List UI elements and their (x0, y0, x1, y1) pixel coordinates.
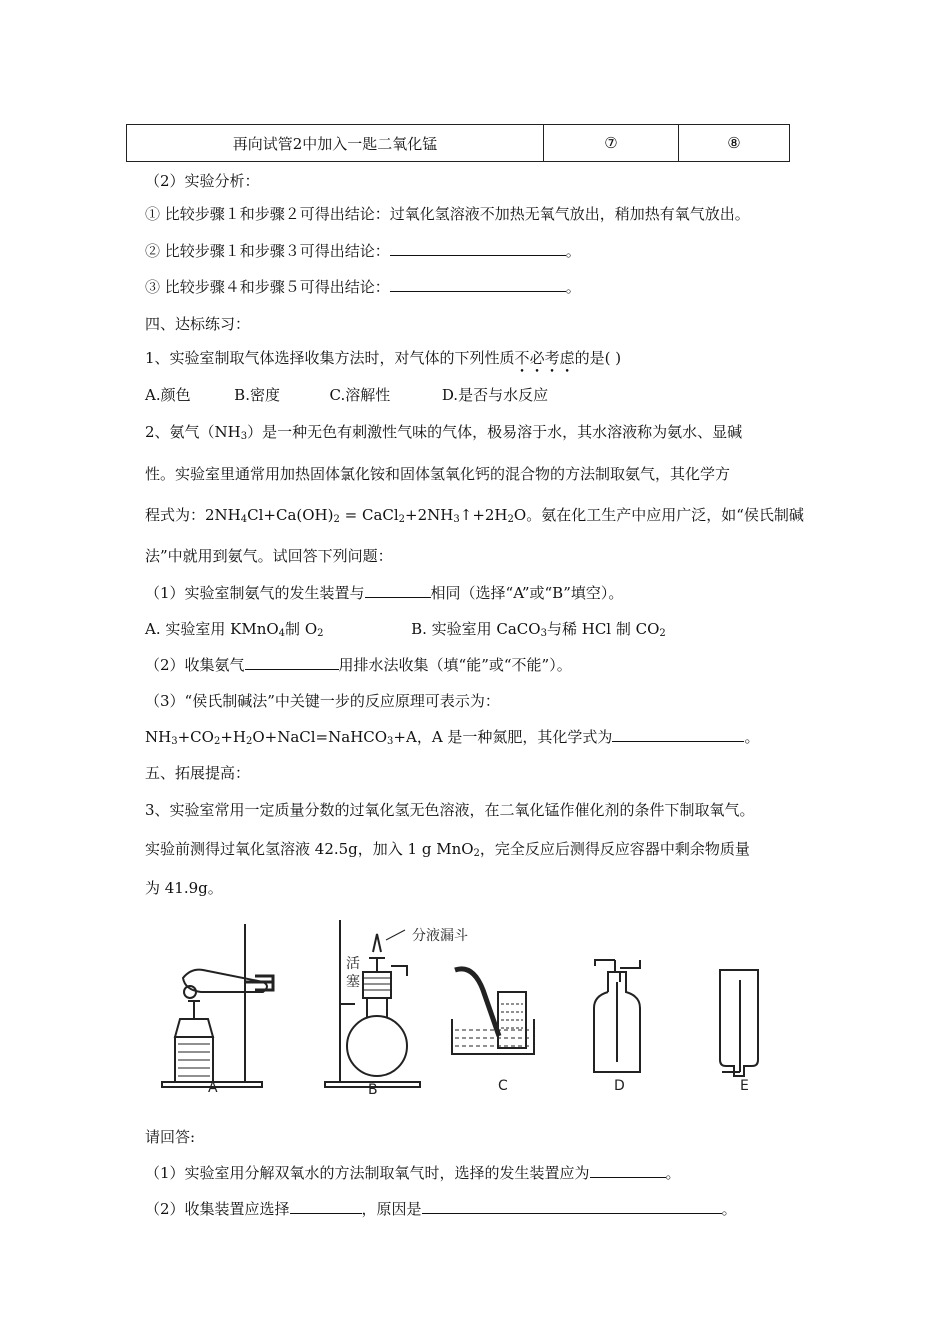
label-e: E (740, 1078, 749, 1094)
apparatus-a (162, 924, 273, 1087)
label-b: B (368, 1082, 378, 1098)
label-a: A (208, 1080, 218, 1096)
answer-blank[interactable] (390, 241, 566, 256)
question-2-sub-2: （2）收集氨气 用排水法收集（填“能”或“不能”）。 (145, 656, 572, 674)
question-2-line-4: 法”中就用到氨气。试回答下列问题： (145, 547, 393, 565)
section-5-title: 五、拓展提高： (145, 764, 251, 782)
emphasis-char: 必 (529, 349, 545, 367)
table-cell-8: ⑧ (679, 125, 790, 162)
option-b: B. 实验室用 CaCO$_3$与稀 HCl 制 $CO_2$ (411, 620, 666, 639)
analysis-conclusion-1: ① 比较步骤１和步骤２可得出结论：过氧化氢溶液不加热无氧气放出，稍加热有氧气放出。 (145, 205, 750, 223)
label-valve-bottom: 塞 (346, 974, 360, 990)
option-a: A. 实验室用 KMnO$_4$制 $O_2$ (145, 620, 324, 639)
question-3-line-2: 实验前测得过氧化氢溶液 42.5g，加入 1 g MnO$_2$，完全反应后测得反应容器中剩余物质量 (145, 840, 750, 859)
analysis-conclusion-3: ③ 比较步骤４和步骤５可得出结论： 。 (145, 278, 581, 296)
option-a: A.颜色 (145, 386, 191, 404)
label-separatory-funnel: 分液漏斗 (412, 928, 468, 944)
option-b: B.密度 (234, 386, 280, 404)
label-valve-top: 活 (346, 956, 360, 972)
answer-1: （1）实验室用分解双氧水的方法制取氧气时，选择的发生装置应为 。 (145, 1164, 681, 1182)
apparatus-c (452, 969, 534, 1054)
question-1: 1、实验室制取气体选择收集方法时，对气体的下列性质不必考虑的是( ) (145, 349, 622, 367)
answer-blank[interactable] (590, 1163, 666, 1178)
answer-blank[interactable] (245, 655, 339, 670)
analysis-conclusion-2: ② 比较步骤１和步骤３可得出结论： 。 (145, 242, 581, 260)
answer-title: 请回答: (145, 1128, 196, 1146)
question-2-line-2: 性。实验室里通常用加热固体氯化铵和固体氢氧化钙的混合物的方法制取氨气，其化学方 (145, 465, 731, 483)
table-row (127, 125, 790, 162)
answer-blank[interactable] (290, 1199, 362, 1214)
question-2-options (145, 618, 666, 639)
table-cell-step: 再向试管2中加入一匙二氧化锰 (127, 125, 544, 162)
table-cell-7: ⑦ (544, 125, 679, 162)
section-4-title: 四、达标练习： (145, 315, 251, 333)
experiment-table (126, 124, 790, 162)
question-2-sub-1: （1）实验室制氨气的发生装置与 相同（选择“A”或“B”填空）。 (145, 584, 624, 602)
question-1-options (145, 384, 548, 405)
question-2-line-1: 2、氨气$(NH_3)$是一种无色有刺激性气味的气体，极易溶于水，其水溶液称为氨水、显碱 (145, 423, 743, 442)
question-2-equation: $NH_3+CO_2+H_2O+NaCl=NaHCO_3+A$，A 是一种氮肥，其化学式为 。 (145, 728, 760, 747)
emphasis-char: 不 (514, 349, 530, 367)
option-c: C.溶解性 (329, 386, 391, 404)
question-3-line-1: 3、实验室常用一定质量分数的过氧化氢无色溶液，在二氧化锰作催化剂的条件下制取氧气。 (145, 801, 755, 819)
answer-2: （2）收集装置应选择 ，原因是 。 (145, 1200, 737, 1218)
label-d: D (614, 1078, 625, 1094)
answer-blank[interactable] (365, 583, 431, 598)
answer-blank[interactable] (422, 1199, 722, 1214)
question-3-line-3: 为 41.9g。 (145, 879, 223, 897)
answer-blank[interactable] (612, 727, 744, 742)
apparatus-d (594, 960, 640, 1072)
analysis-title: （2）实验分析： (145, 172, 260, 190)
label-c: C (498, 1078, 508, 1094)
answer-blank[interactable] (390, 277, 566, 292)
apparatus-b (325, 920, 420, 1087)
emphasis-char: 考 (544, 349, 560, 367)
apparatus-e (720, 970, 758, 1076)
option-d: D.是否与水反应 (441, 386, 549, 404)
question-2-line-3: 程式为：$2NH_4Cl+Ca(OH)_2$ = $CaCl_2+2NH_3↑+2H_2O$。氨在化工生产中应用广泛，如“侯氏制碱 (145, 506, 804, 525)
question-2-sub-3: （3）“侯氏制碱法”中关键一步的反应原理可表示为： (145, 692, 500, 710)
apparatus-figure (150, 912, 800, 1102)
emphasis-char: 虑 (559, 349, 575, 367)
